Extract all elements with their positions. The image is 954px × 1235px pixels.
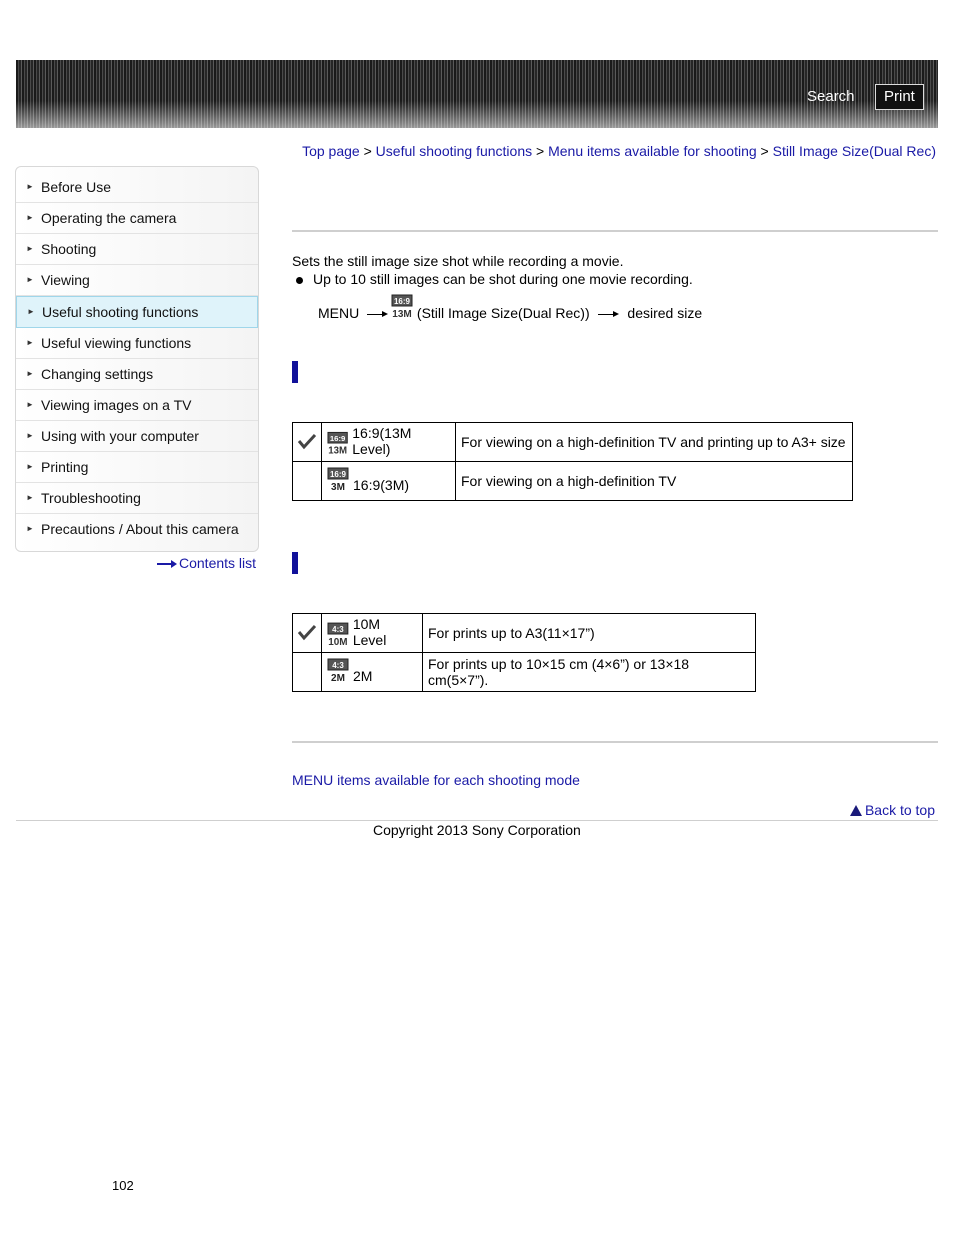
checkmark-icon [297, 623, 317, 641]
contents-list-link[interactable] [157, 555, 256, 571]
print-button[interactable]: Print [875, 84, 924, 110]
table-row[interactable] [293, 653, 756, 692]
sidebar-item-label: Shooting [41, 241, 97, 257]
description-text: Sets the still image size shot while recording a movie. [292, 253, 624, 269]
note-bullet [296, 271, 693, 287]
description-cell: For viewing on a high-definition TV and printing up to A3+ size [456, 423, 853, 462]
back-to-top-label: Back to top [864, 802, 935, 818]
size-label: 10M Level [352, 615, 387, 648]
contents-list-label: Contents list [179, 555, 257, 571]
still-image-size-43-2m-icon [327, 658, 349, 684]
menu-label: MENU [318, 305, 360, 321]
page-number: 102 [112, 1178, 134, 1193]
breadcrumb-separator: > [359, 143, 376, 159]
svg-text:4:3: 4:3 [332, 660, 344, 670]
header-bar [16, 60, 938, 128]
size-cell [322, 423, 456, 462]
related-link-menu-items[interactable]: MENU items available for each shooting mode [292, 772, 580, 788]
sidebar-item-label: Printing [41, 459, 89, 475]
breadcrumb [302, 143, 936, 159]
sidebar-nav [15, 166, 259, 552]
sidebar-item-troubleshooting[interactable] [16, 483, 258, 514]
svg-text:3M: 3M [331, 481, 345, 493]
triangle-right-icon: ► [26, 493, 34, 502]
arrow-right-icon [598, 309, 620, 319]
options-table-169 [292, 422, 853, 501]
triangle-right-icon: ► [26, 244, 34, 253]
note-text: Up to 10 still images can be shot during one movie recording. [313, 271, 693, 287]
menu-item-label: (Still Image Size(Dual Rec)) [416, 305, 590, 321]
back-to-top-link[interactable] [850, 802, 935, 818]
svg-text:16:9: 16:9 [394, 297, 411, 306]
triangle-right-icon: ► [26, 275, 34, 284]
sidebar-item-changing-settings[interactable] [16, 359, 258, 390]
triangle-right-icon: ► [26, 369, 34, 378]
section-marker [292, 552, 298, 574]
sidebar-item-label: Operating the camera [41, 210, 177, 226]
size-label: 16:9(3M) [353, 476, 410, 493]
sidebar-item-label: Before Use [41, 179, 112, 195]
check-cell [293, 614, 322, 653]
size-cell [322, 614, 423, 653]
still-image-size-169-3m-icon [327, 467, 349, 493]
check-cell [293, 653, 322, 692]
triangle-right-icon: ► [26, 462, 34, 471]
svg-text:13M: 13M [392, 309, 412, 320]
svg-text:4:3: 4:3 [332, 624, 344, 634]
table-row[interactable] [293, 462, 853, 501]
sidebar-item-label: Troubleshooting [41, 490, 141, 506]
sidebar-item-shooting[interactable] [16, 234, 258, 265]
sidebar-item-label: Useful viewing functions [41, 335, 192, 351]
breadcrumb-separator: > [532, 143, 549, 159]
sidebar-item-useful-shooting-functions[interactable] [16, 296, 258, 328]
triangle-right-icon: ► [26, 400, 34, 409]
bullet-dot-icon [296, 277, 303, 284]
sidebar-item-useful-viewing-functions[interactable] [16, 328, 258, 359]
description-cell: For prints up to 10×15 cm (4×6”) or 13×18 cm(5×7”). [423, 653, 756, 692]
section-marker [292, 361, 298, 383]
triangle-right-icon: ► [26, 338, 34, 347]
breadcrumb-useful-shooting-functions[interactable]: Useful shooting functions [375, 143, 533, 159]
table-row[interactable] [293, 614, 756, 653]
arrow-right-icon [367, 309, 389, 319]
triangle-right-icon: ► [26, 182, 34, 191]
triangle-right-icon: ► [26, 431, 34, 440]
description-cell: For viewing on a high-definition TV [456, 462, 853, 501]
sidebar-item-label: Viewing images on a TV [41, 397, 192, 413]
sidebar-item-precautions[interactable] [16, 514, 258, 544]
triangle-right-icon: ► [26, 524, 34, 533]
checkmark-icon [297, 432, 317, 450]
description-cell: For prints up to A3(11×17”) [423, 614, 756, 653]
footer-divider [16, 820, 938, 821]
check-cell [293, 462, 322, 501]
check-cell [293, 423, 322, 462]
arrow-right-icon [157, 560, 177, 568]
still-image-size-43-10m-icon [327, 622, 349, 648]
size-cell [322, 653, 423, 692]
size-cell [322, 462, 456, 501]
sidebar-item-viewing-images-on-tv[interactable] [16, 390, 258, 421]
svg-text:10M: 10M [328, 636, 348, 648]
menu-target-label: desired size [627, 305, 703, 321]
sidebar-item-operating-the-camera[interactable] [16, 203, 258, 234]
sidebar-item-label: Using with your computer [41, 428, 199, 444]
sidebar-item-viewing[interactable] [16, 265, 258, 296]
svg-text:16:9: 16:9 [329, 433, 346, 443]
sidebar-item-label: Useful shooting functions [42, 304, 199, 320]
triangle-right-icon: ► [26, 213, 34, 222]
sidebar-item-using-with-computer[interactable] [16, 421, 258, 452]
breadcrumb-menu-items[interactable]: Menu items available for shooting [548, 143, 757, 159]
divider [292, 741, 938, 743]
options-table-43 [292, 613, 756, 692]
svg-text:16:9: 16:9 [329, 469, 347, 479]
triangle-up-icon [850, 805, 862, 816]
size-label: 2M [353, 667, 373, 684]
sidebar-item-label: Viewing [41, 272, 90, 288]
svg-text:2M: 2M [331, 672, 345, 684]
sidebar-item-before-use[interactable] [16, 172, 258, 203]
still-image-size-169-13m-icon [327, 431, 348, 457]
sidebar-item-label: Changing settings [41, 366, 154, 382]
breadcrumb-current-page[interactable]: Still Image Size(Dual Rec) [772, 143, 936, 159]
size-label: 16:9(13M Level) [352, 424, 412, 457]
copyright-text: Copyright 2013 Sony Corporation [373, 822, 581, 838]
sidebar-item-label: Precautions / About this camera [41, 521, 239, 537]
table-row[interactable] [293, 423, 853, 462]
breadcrumb-top-page[interactable]: Top page [302, 143, 360, 159]
search-button[interactable]: Search [807, 88, 855, 105]
menu-path [318, 294, 702, 321]
svg-text:13M: 13M [328, 445, 348, 457]
breadcrumb-separator: > [756, 143, 773, 159]
still-image-size-169-13m-icon [391, 294, 413, 320]
divider [292, 230, 938, 232]
sidebar-item-printing[interactable] [16, 452, 258, 483]
triangle-right-icon: ► [27, 307, 35, 316]
